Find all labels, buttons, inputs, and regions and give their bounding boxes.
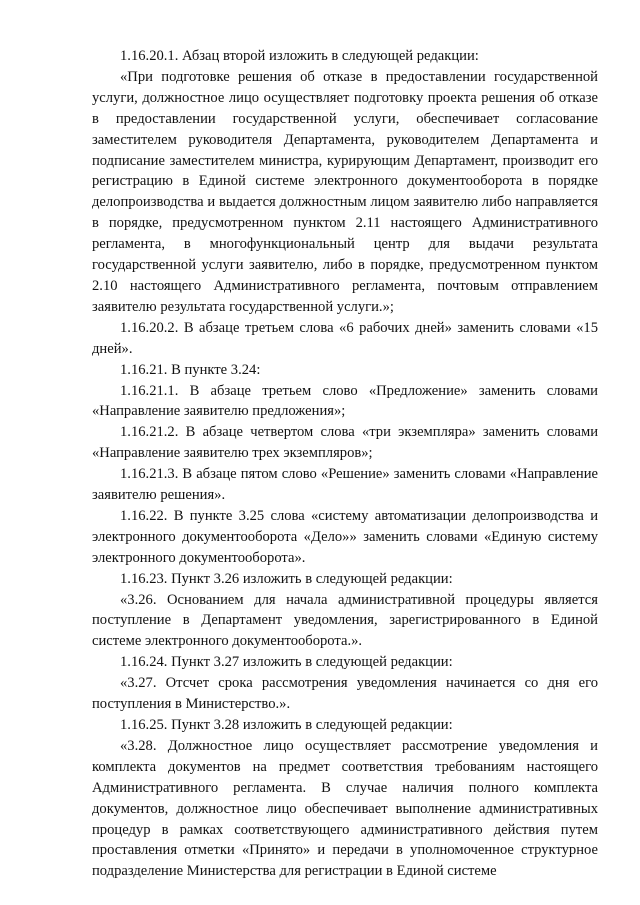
paragraph-4: 1.16.21. В пункте 3.24: <box>120 361 261 378</box>
paragraph-12: «3.27. Отсчет срока рассмотрения уведомления начинается со дня его поступления в Министерство.». <box>92 675 598 713</box>
paragraph-11: 1.16.24. Пункт 3.27 изложить в следующей редакции: <box>120 654 453 671</box>
paragraph-6: 1.16.21.2. В абзаце четвертом слова «три экземпляра» заменить словами «Направление заявителю трех экземпляров»; <box>92 424 598 462</box>
paragraph-2: «При подготовке решения об отказе в предоставлении государственной услуги, должностное лицо осуществляет подготовку проекта решения об отказе в предоставлении государственной услуги, обеспечивает согласование заместителем руководителя Департамента, руководителем Департамента и подписание заместителем министра, курирующим Департамент, производит его регистрацию в Единой системе электронного документооборота в порядке делопроизводства и выдается должностным лицом заявителю либо направляется в порядке, предусмотренном пунктом 2.11 настоящего Административного регламента, в многофункциональный центр для выдачи результата государственной услуги заявителю, либо в порядке, предусмотренном пунктом 2.10 настоящего Административного регламента, почтовым отправлением заявителю результата государственной услуги.»; <box>92 68 598 315</box>
paragraph-9: 1.16.23. Пункт 3.26 изложить в следующей редакции: <box>120 570 453 587</box>
paragraph-7: 1.16.21.3. В абзаце пятом слово «Решение» заменить словами «Направление заявителю решения». <box>92 466 598 504</box>
paragraph-1: 1.16.20.1. Абзац второй изложить в следующей редакции: <box>120 48 479 64</box>
paragraph-13: 1.16.25. Пункт 3.28 изложить в следующей редакции: <box>120 717 453 733</box>
paragraph-10: «3.26. Основанием для начала административной процедуры является поступление в Департамент уведомления, зарегистрированного в Единой системе электронного документооборота.». <box>92 591 598 650</box>
paragraph-5: 1.16.21.1. В абзаце третьем слово «Предложение» заменить словами «Направление заявителю предложения»; <box>92 382 598 420</box>
paragraph-8: 1.16.22. В пункте 3.25 слова «систему автоматизации делопроизводства и электронного документооборота «Дело»» заменить словами «Единую систему электронного документооборота». <box>92 507 598 566</box>
document-page <box>92 46 598 882</box>
paragraph-14: «3.28. Должностное лицо осуществляет рассмотрение уведомления и комплекта документов на предмет соответствия требованиям настоящего Административного регламента. В случае наличия полного комплекта документов, должностное лицо обеспечивает выполнение административных процедур в рамках соответствующего административного действия путем проставления отметки «Принято» и передачи в уполномоченное структурное подразделение Министерства для регистрации в Единой системе <box>92 737 598 880</box>
paragraph-3: 1.16.20.2. В абзаце третьем слова «6 рабочих дней» заменить словами «15 дней». <box>92 319 598 357</box>
